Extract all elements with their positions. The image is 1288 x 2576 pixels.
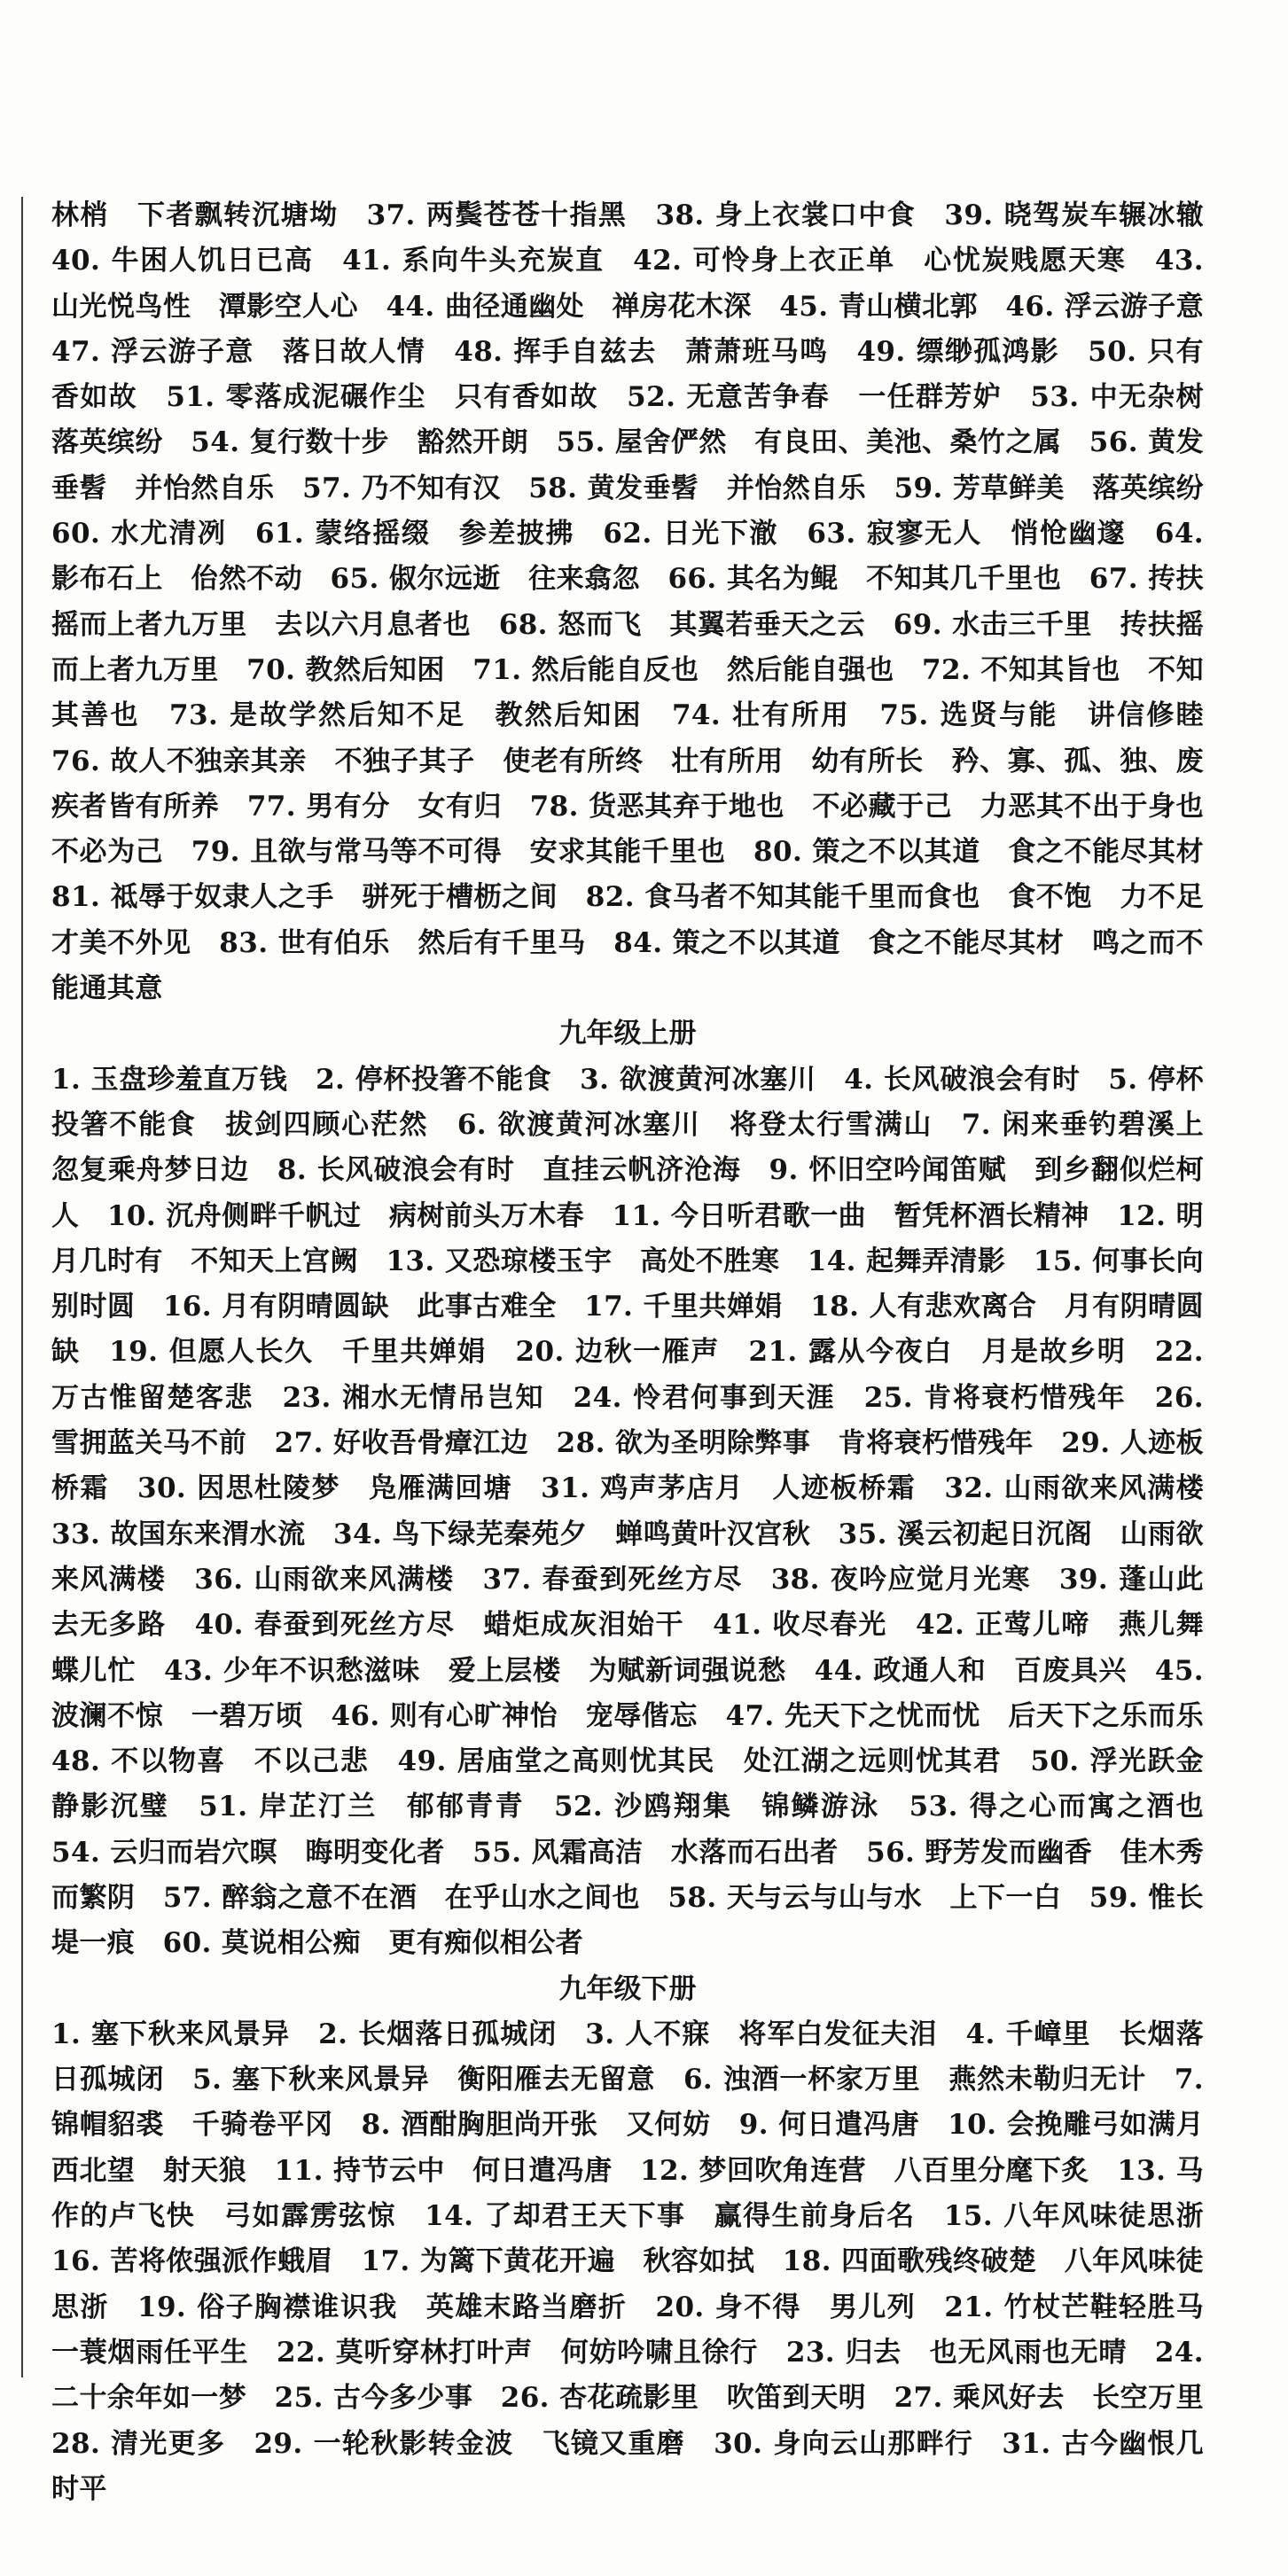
answer-paragraph-grade9-vol2: 1. 塞下秋来风景异 2. 长烟落日孤城闭 3. 人不寐 将军白发征夫泪 4. 千嶂里 长烟落日孤城闭 5. 塞下秋来风景异 衡阳雁去无留意 6. 浊酒一杯家万里 燕然未勒归无计 7. 锦帽貂裘 千骑卷平冈 8. 酒酣胸胆尚开张 又何妨 9. 何日遣冯唐 10. 会挽雕弓如满月 西北望 射天狼 11. 持节云中 何日遣冯唐 12. 梦回吹角连营 八百里分麾下炙 13. 马作的卢飞快 弓如霹雳弦惊 14. 了却君王天下事 赢得生前身后名 15. 八年风味徒思浙 16. 苦将侬强派作蛾眉 17. 为篱下黄花开遍 秋容如拭 18. 四面歌残终破楚 八年风味徒思浙 19. 俗子胸襟谁识我 英雄末路当磨折 20. 身不得 男儿列 21. 竹杖芒鞋轻胜马 一蓑烟雨任平生 22. 莫听穿林打叶声 何妨吟啸且徐行 23. 归去 也无风雨也无晴 24. 二十余年如一梦 25. 古今多少事 26. 杏花疏影里 吹笛到天明 27. 乘风好去 长空万里 28. 清光更多 29. 一轮秋影转金波 飞镜又重磨 30. 身向云山那畔行 31. 古今幽恨几时平 [51, 2018, 1232, 2505]
answer-paragraph-continuation: 林梢 下者飘转沉塘坳 37. 两鬓苍苍十指黑 38. 身上衣裳口中食 39. 晓驾炭车辗冰辙 40. 牛困人饥日已高 41. 系向牛头充炭直 42. 可怜身上衣正单 心忧炭贱愿天寒 43. 山光悦鸟性 潭影空人心 44. 曲径通幽处 禅房花木深 45. 青山横北郭 46. 浮云游子意 47. 浮云游子意 落日故人情 48. 挥手自兹去 萧萧班马鸣 49. 缥缈孤鸿影 50. 只有香如故 51. 零落成泥碾作尘 只有香如故 52. 无意苦争春 一任群芳妒 53. 中无杂树 落英缤纷 54. 复行数十步 豁然开朗 55. 屋舍俨然 有良田、美池、桑竹之属 56. 黄发垂髫 并怡然自乐 57. 乃不知有汉 58. 黄发垂髫 并怡然自乐 59. 芳草鲜美 落英缤纷 60. 水尤清冽 61. 蒙络摇缀 参差披拂 62. 日光下澈 63. 寂寥无人 悄怆幽邃 64. 影布石上 佁然不动 65. 俶尔远逝 往来翕忽 66. 其名为鲲 不知其几千里也 67. 抟扶摇而上者九万里 去以六月息者也 68. 怒而飞 其翼若垂天之云 69. 水击三千里 抟扶摇而上者九万里 70. 教然后知困 71. 然后能自反也 然后能自强也 72. 不知其旨也 不知其善也 73. 是故学然后知不足 教然后知困 74. 壮有所用 75. 选贤与能 讲信修睦 76. 故人不独亲其亲 不独子其子 使老有所终 壮有所用 幼有所长 矜、寡、孤、独、废疾者皆有所养 77. 男有分 女有归 78. 货恶其弃于地也 不必藏于己 力恶其不出于身也 不必为己 79. 且欲与常马等不可得 安求其能千里也 80. 策之不以其道 食之不能尽其材 81. 祗辱于奴隶人之手 骈死于槽枥之间 82. 食马者不知其能千里而食也 食不饱 力不足 才美不外见 83. 世有伯乐 然后有千里马 84. 策之不以其道 食之不能尽其材 鸣之而不能通其意 [51, 199, 1232, 1005]
section-heading-grade9-vol1: 九年级上册 [558, 1018, 697, 1050]
answer-paragraph-grade9-vol1: 1. 玉盘珍羞直万钱 2. 停杯投箸不能食 3. 欲渡黄河冰塞川 4. 长风破浪会有时 5. 停杯投箸不能食 拔剑四顾心茫然 6. 欲渡黄河冰塞川 将登太行雪满山 7. 闲来垂钓碧溪上 忽复乘舟梦日边 8. 长风破浪会有时 直挂云帆济沧海 9. 怀旧空吟闻笛赋 到乡翻似烂柯人 10. 沉舟侧畔千帆过 病树前头万木春 11. 今日听君歌一曲 暂凭杯酒长精神 12. 明月几时有 不知天上宫阙 13. 又恐琼楼玉宇 高处不胜寒 14. 起舞弄清影 15. 何事长向别时圆 16. 月有阴晴圆缺 此事古难全 17. 千里共婵娟 18. 人有悲欢离合 月有阴晴圆缺 19. 但愿人长久 千里共婵娟 20. 边秋一雁声 21. 露从今夜白 月是故乡明 22. 万古惟留楚客悲 23. 湘水无情吊岂知 24. 怜君何事到天涯 25. 肯将衰朽惜残年 26. 雪拥蓝关马不前 27. 好收吾骨瘴江边 28. 欲为圣明除弊事 肯将衰朽惜残年 29. 人迹板桥霜 30. 因思杜陵梦 凫雁满回塘 31. 鸡声茅店月 人迹板桥霜 32. 山雨欲来风满楼 33. 故国东来渭水流 34. 鸟下绿芜秦苑夕 蝉鸣黄叶汉宫秋 35. 溪云初起日沉阁 山雨欲来风满楼 36. 山雨欲来风满楼 37. 春蚕到死丝方尽 38. 夜吟应觉月光寒 39. 蓬山此去无多路 40. 春蚕到死丝方尽 蜡炬成灰泪始干 41. 收尽春光 42. 正莺儿啼 燕儿舞 蝶儿忙 43. 少年不识愁滋味 爱上层楼 为赋新词强说愁 44. 政通人和 百废具兴 45. 波澜不惊 一碧万顷 46. 则有心旷神怡 宠辱偕忘 47. 先天下之忧而忧 后天下之乐而乐 48. 不以物喜 不以己悲 49. 居庙堂之高则忧其民 处江湖之远则忧其君 50. 浮光跃金 静影沉璧 51. 岸芷汀兰 郁郁青青 52. 沙鸥翔集 锦鳞游泳 53. 得之心而寓之酒也 54. 云归而岩穴暝 晦明变化者 55. 风霜高洁 水落而石出者 56. 野芳发而幽香 佳木秀而繁阴 57. 醉翁之意不在酒 在乎山水之间也 58. 天与云与山与水 上下一白 59. 惟长堤一痕 60. 莫说相公痴 更有痴似相公者 [51, 1063, 1232, 1960]
binding-margin-line [21, 197, 23, 2377]
section-heading-grade9-vol2: 九年级下册 [558, 1972, 697, 2005]
answer-content [51, 193, 1232, 2512]
